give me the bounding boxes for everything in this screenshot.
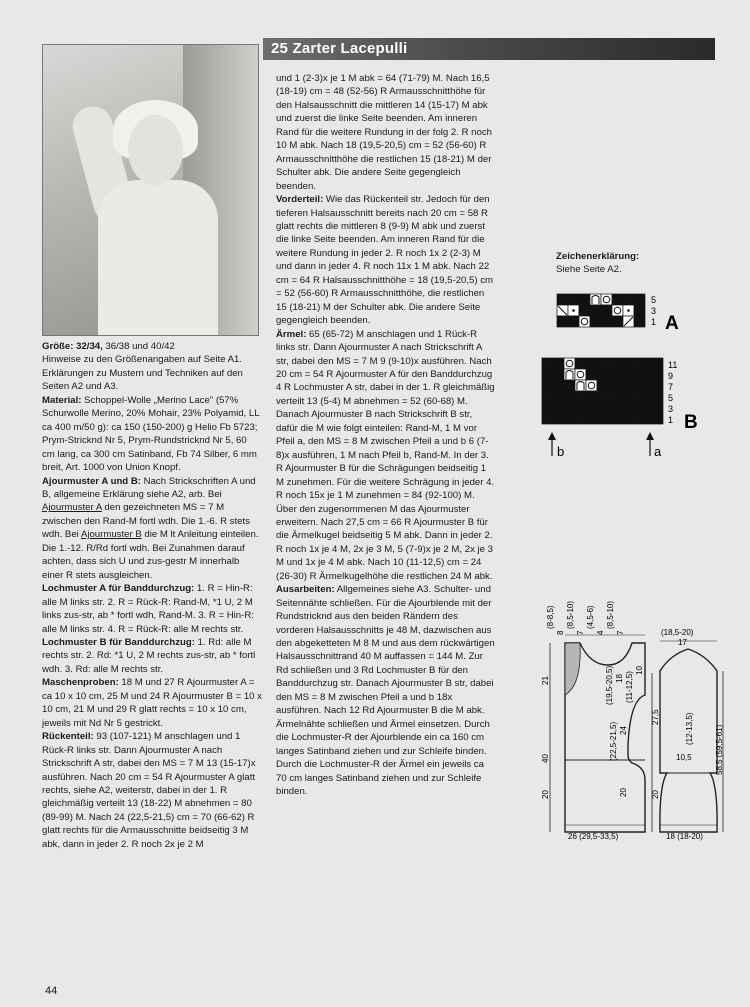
top-label-5: (4,5-6) (586, 605, 595, 629)
chart-cell (612, 294, 623, 305)
chart-cell (608, 369, 619, 380)
vorder-text: Wie das Rückenteil str. Jedoch für den tieferen Halsausschnitt bereits nach 20 cm = 58 R glatt rechts die mittleren 8 (9-9) M abk und zuerst die linke Seite beenden. Am inneren Rand für die weitere Rundung in jeder 2. R noch 1x 2 (2-3) M und dann in jeder 4. R noch 11x 1 M abk. Nach 22 cm = 64 R Halsausschnitthöhe = 18 (19,5-20,5) cm = 52 (56-60) R Armausschnitthöhe, die restlichen 15 (18-21) M der Schulter abk. Die andere Seite gegengleich beenden. (276, 194, 494, 327)
chart-cell (575, 369, 586, 380)
maschen-text: 18 M und 27 R Ajourmuster A = ca 10 x 10 cm, 25 M und 24 R Ajourmuster B = 10 x 10 cm, 21 M und 29 R glatt rechts = 10 x 10 cm, jeweils mit Nd Nr 5 gestrickt. (42, 677, 262, 729)
chart-cell (597, 391, 608, 402)
chart-cell (619, 369, 630, 380)
chart-b-row-9: 9 (668, 371, 674, 381)
chart-cell (553, 402, 564, 413)
lochB-text: 1. Rd: alle M rechts str. 2. Rd: *1 U, 2 M rechts zus-str, ab * fortl wdh. 3. Rd: alle M rechts str. (42, 636, 256, 675)
maschen-label: Maschenproben: (42, 677, 119, 689)
size-values: 36/38 und 40/42 (102, 341, 175, 352)
dim-275: 27,5 (651, 709, 660, 725)
dim-18: 18 (615, 674, 624, 683)
top-label-1: (8-8,5) (546, 605, 555, 629)
chart-cell (652, 380, 663, 391)
chart-a-grid (557, 294, 645, 327)
chart-cell (634, 316, 645, 327)
chart-cell (619, 413, 630, 424)
chart-cell (597, 413, 608, 424)
chart-cell (641, 391, 652, 402)
chart-b-label: B (684, 412, 698, 433)
chart-cell (641, 380, 652, 391)
top-label-7: (8,5-10) (606, 600, 615, 629)
chart-cell (564, 380, 575, 391)
chart-cell (575, 358, 586, 369)
chart-cell (630, 413, 641, 424)
top-label-2: 8 (556, 630, 565, 635)
vorder-paragraph (276, 193, 496, 328)
material-text: Schoppel-Wolle „Merino Lace" (57% Schurwolle Merino, 20% Mohair, 23% Polyamid, LL ca 400 m/50 g): ca 150 (150-200) g Helio Fb 5723; Prym-Stricknd Nr 5, Prym-Rundstricknd Nr 5, 60 cm lang, ca 300 cm Satinband, Fb 74 Silber, 6 mm breit, Art. 1000 von Union Knopf. (42, 394, 260, 474)
chart-a (555, 292, 695, 332)
dim-19: (19,5-20,5) (605, 665, 614, 705)
chart-cell (597, 369, 608, 380)
dim-1112: (11-12,5) (625, 671, 634, 703)
chart-cell (597, 402, 608, 413)
maschen-paragraph (42, 676, 262, 730)
size-label: Größe: 32/34, (42, 341, 103, 352)
lochB-label: Lochmuster B für Banddurchzug: (42, 636, 195, 648)
chart-cell (597, 358, 608, 369)
dim-20b: 20 (619, 788, 628, 797)
legend-subtitle: Siehe Seite A2. (556, 264, 622, 275)
material-paragraph (42, 394, 262, 475)
chart-b-grid (542, 358, 663, 424)
title-bar (263, 38, 715, 60)
dim-sleeve-width-label: 18 (18-20) (666, 832, 703, 841)
dim-21: 21 (541, 676, 550, 685)
chart-cell (634, 294, 645, 305)
dim-585: 58,5 (59,5-61) (715, 724, 724, 775)
chart-cell (590, 316, 601, 327)
chart-cell (619, 402, 630, 413)
chart-cell (630, 402, 641, 413)
chart-cell (586, 391, 597, 402)
chart-cell (553, 358, 564, 369)
chart-cell (564, 391, 575, 402)
chart-cell (542, 380, 553, 391)
chart-cell (586, 380, 597, 391)
dim-1213: (12-13,5) (685, 712, 694, 745)
chart-cell (652, 391, 663, 402)
back-neck-shade (565, 643, 580, 695)
dim-10: 10 (635, 666, 644, 675)
chart-cell (652, 369, 663, 380)
chart-cell (564, 358, 575, 369)
chart-cell (590, 305, 601, 316)
chart-cell (612, 316, 623, 327)
ajour-paragraph (42, 475, 262, 583)
text-column-2 (276, 72, 496, 798)
text-column-1 (42, 340, 262, 851)
photo-face (128, 115, 183, 185)
chart-cell (630, 380, 641, 391)
chart-cell (652, 413, 663, 424)
chart-b-row-3: 3 (668, 404, 674, 414)
chart-cell (575, 413, 586, 424)
chart-cell (608, 391, 619, 402)
chart-cell (619, 391, 630, 402)
chart-cell (579, 305, 590, 316)
dim-sleeve-top: (18,5-20) (661, 628, 694, 637)
vorder-label: Vorderteil: (276, 194, 324, 206)
ausarb-label: Ausarbeiten: (276, 584, 335, 596)
top-label-6: 4 (596, 630, 605, 635)
chart-cell (542, 369, 553, 380)
ausarb-paragraph (276, 583, 496, 798)
aermel-text: 65 (65-72) M anschlagen und 1 Rück-R links str. Dann Ajourmuster A nach Strickschrift A str, dabei den MS = 7 M 9 (9-10)x ausführen. Nach 20 cm = 54 R Ajourmuster A für den Banddurchzug 4 R Lochmuster A str, dabei in der 1. R gleichmäßig verteilt 13 (5-4) M abnehmen = 52 (60-68) M. Danach Ajourmuster B nach Strickschrift B str, dafür die M wie folgt einteilen: Rand-M, 1 M vor Pfeil a, den MS = 8 M zwischen Pfeil a und b 6 (7-8)x ausführen, 1 M nach Pfeil b, Rand-M. In der 3. R Ajourmuster B für die Schrägungen beidseitig 1 M zunehmen. Für die weitere Schrägung in jeder 4. R noch 15x je 1 M zunehmen = 84 (92-100) M. Über den zugenommenen M das Ajourmuster erweitern. Nach 27,5 cm = 66 R Ajourmuster B für die Ärmelkugel beidseitig 5 M abk. Dann in jeder 2. R noch 1x je 4 M, 2x je 3 M, 5 (7-9)x je 2 M, 2x je 3 M und 1x je 4 M abk. Nach 10 (11-12,5) cm = 24 (26-30) R Ärmelkugelhöhe die restlichen 24 M abk. (276, 328, 495, 582)
chart-cell (597, 380, 608, 391)
chart-cell (634, 305, 645, 316)
ajour-underline-b: Ajourmuster B (80, 529, 142, 541)
page-number: 44 (45, 985, 58, 997)
schematic-diagram (520, 585, 730, 845)
legend-title: Zeichenerklärung: (556, 251, 640, 262)
arrow-a-head (646, 432, 654, 440)
chart-cell (553, 391, 564, 402)
chart-cell (608, 380, 619, 391)
chart-b-row-11: 11 (668, 360, 678, 370)
dim-105: 10,5 (676, 753, 692, 762)
chart-b-row-5: 5 (668, 393, 674, 403)
chart-cell (553, 413, 564, 424)
page-title: 25 Zarter Lacepulli (271, 40, 408, 57)
top-label-4: 7 (576, 630, 585, 635)
chart-cell (608, 413, 619, 424)
chart-cell (542, 391, 553, 402)
dot-symbol (572, 309, 575, 312)
chart-cell (586, 402, 597, 413)
chart-cell (575, 402, 586, 413)
ruecken-paragraph (42, 730, 262, 851)
chart-cell (623, 294, 634, 305)
chart-b-row-1: 1 (668, 415, 674, 425)
chart-cell (564, 402, 575, 413)
ausarb-text: Allgemeines siehe A3. Schulter- und Seitennähte schließen. Für die Ajourblende mit der Rundstricknd aus den beiden Rändern des vorderen Halsausschnitts je 48 M, dazwischen aus den abgeketteten M 8 M und aus dem rückwärtigen Halsausschnittrand 40 M auffassen = 144 M. Zur Rd schließen und 3 Rd Lochmuster B für den Banddurchzug str. Danach Ajourmuster B str, dabei den MS = 8 M zwischen Pfeil a und b 18x ausführen. Nach 12 Rd Ajourmuster B die M abk. Ärmelnähte schließen und Ärmel einsetzen. Durch die Lochmuster-R der Ajourblende ein ca 160 cm langes Satinband ziehen und zur Schleife binden. Durch die Lochmuster-R der Ärmel ein jeweils ca 70 cm langes Satinband ziehen und zur Schleife binden. (276, 584, 495, 798)
model-photo (42, 44, 259, 336)
chart-cell (557, 294, 568, 305)
top-label-8: 7 (616, 630, 625, 635)
chart-cell (586, 413, 597, 424)
chart-cell (601, 294, 612, 305)
chart-cell (557, 316, 568, 327)
chart-cell (641, 369, 652, 380)
chart-cell (553, 369, 564, 380)
chart-cell (619, 358, 630, 369)
chart-cell (586, 358, 597, 369)
dim-24: 24 (619, 726, 628, 735)
dim-body-width-label: 26 (29,5-33,5) (568, 832, 619, 841)
chart-cell (542, 402, 553, 413)
chart-cell (553, 380, 564, 391)
chart-cell (652, 358, 663, 369)
chart-b-row-7: 7 (668, 382, 674, 392)
ajour-text-3: die M lt Anleitung einteilen. Die 1.-12. R/Rd fortl wdh. Bei Zunahmen darauf achten, dass sich U und zus-gestr M innerhalb einer R stets ausgleichen. (42, 529, 259, 581)
chart-cell (612, 305, 623, 316)
chart-a-row-3: 3 (651, 306, 657, 316)
chart-cell (542, 358, 553, 369)
ruecken-label: Rückenteil: (42, 731, 94, 743)
chart-a-row-5: 5 (651, 295, 657, 305)
size-paragraph (42, 340, 262, 394)
chart-cell (564, 413, 575, 424)
top-label-3: (8,5-10) (566, 600, 575, 629)
chart-cell (542, 413, 553, 424)
chart-cell (608, 402, 619, 413)
ajour-underline-a: Ajourmuster A (42, 502, 102, 514)
chart-cell (579, 294, 590, 305)
chart-cell (630, 369, 641, 380)
chart-cell (641, 358, 652, 369)
chart-cell (601, 305, 612, 316)
chart-cell (579, 316, 590, 327)
chart-cell (586, 369, 597, 380)
chart-a-row-1: 1 (651, 317, 657, 327)
chart-cell (630, 358, 641, 369)
dim-sleeve-top-2: 17 (678, 638, 687, 647)
chart-cell (575, 391, 586, 402)
chart-cell (568, 294, 579, 305)
lochA-label: Lochmuster A für Banddurchzug: (42, 583, 195, 595)
dim-20c: 20 (651, 790, 660, 799)
dim-40: 40 (541, 754, 550, 763)
dim-20a: 20 (541, 790, 550, 799)
photo-sweater (98, 180, 218, 335)
lochB-paragraph (42, 636, 262, 676)
chart-a-label: A (665, 313, 679, 332)
aermel-paragraph (276, 328, 496, 584)
lochA-text: 1. R = Hin-R: alle M links str. 2. R = Rück-R: Rand-M, *1 U, 2 M links zus-str, ab * fortl wdh, Rand-M. 3. R = Hin-R: alle M links str. 4. R = Rück-R: alle M rechts str. (42, 583, 254, 635)
chart-cell (619, 380, 630, 391)
material-label: Material: (42, 394, 82, 406)
arrow-b-head (548, 432, 556, 440)
arrow-b-label: b (557, 444, 565, 459)
ajour-text-2: den gezeichneten MS = 7 M zwischen den Rand-M fortl wdh. Die 1.-6. R stets wdh. Bei (42, 502, 250, 541)
ruecken-text: 93 (107-121) M anschlagen und 1 Rück-R links str. Dann Ajourmuster A nach Strickschrift A str, dabei den MS = 7 M 13 (15-17)x ausführen. Nach 20 cm = 54 R Ajourmuster A glatt rechts, siehe A2, weiterstr, dabei in der 1. R gleichmäßig verteilt 13 (18-22) M abnehmen = 80 (89-99) M. Nach 24 (22,5-21,5) cm = 70 (66-62) R glatt rechts für die Armausschnitte beidseitig 3 M abk, dann in jeder 2. R noch 2x je 2 M (42, 731, 256, 850)
ajour-label: Ajourmuster A und B: (42, 475, 141, 487)
ruecken-continued: und 1 (2-3)x je 1 M abk = 64 (71-79) M. Nach 16,5 (18-19) cm = 48 (52-56) R Armausschnitthöhe für den Halsausschnitt die mittleren 14 (15-17) M abk und zuerst die linke Seite beenden. Am inneren Rand für die weitere Rundung in der folg 2. R noch 10 M abk. Nach 18 (19,5-20,5) cm = 52 (56-60) R Armausschnitthöhe die restlichen 15 (18-21) M der Schulter abk. Die andere Seite gegengleich beenden. (276, 73, 492, 192)
arrow-a-label: a (654, 444, 662, 459)
chart-cell (641, 402, 652, 413)
chart-cell (630, 391, 641, 402)
chart-cell (601, 316, 612, 327)
chart-b (540, 356, 710, 464)
chart-cell (652, 402, 663, 413)
dim-22: (22,5-21,5) (609, 721, 618, 761)
chart-cell (641, 413, 652, 424)
lochA-paragraph (42, 582, 262, 636)
ajour-text-1: Nach Strickschriften A und B, allgemeine Erklärung siehe A2, arb. Bei (42, 475, 256, 500)
dot-symbol (627, 309, 630, 312)
size-hint: Hinweise zu den Größenangaben auf Seite A1. Erklärungen zu Mustern und Techniken auf den Seiten A2 und A3. (42, 354, 243, 393)
chart-cell (608, 358, 619, 369)
aermel-label: Ärmel: (276, 328, 307, 340)
chart-cell (568, 316, 579, 327)
